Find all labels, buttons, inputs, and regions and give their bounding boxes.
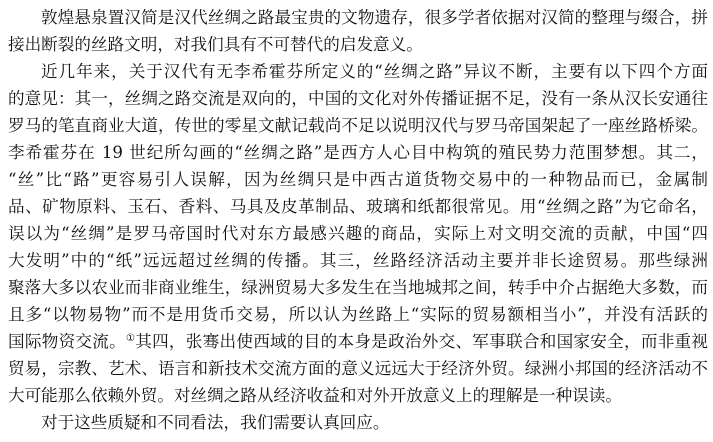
paragraph-line: 聚落大多以农业而非商业维生，绿洲贸易大多发生在当地城邦之间，转手中介占据绝大多数，而 <box>8 278 708 297</box>
paragraph-line: 且多“以物易物”而不是用货币交易，所以认为丝路上“实际的贸易额相当小”，并没有活跃的 <box>8 305 708 324</box>
paragraph-line: 近几年来，关于汉代有无李希霍芬所定义的“丝绸之路”异议不断，主要有以下四个方面 <box>41 62 708 81</box>
line-text-after-footnote: 其四，张骞出使西域的目的本身是政治外交、军事联合和国家安全，而非重视 <box>135 332 709 351</box>
footnote-marker[interactable]: ① <box>125 333 136 344</box>
paragraph-3 <box>8 409 708 436</box>
paragraph-line-with-footnote <box>8 328 708 355</box>
paragraph-1 <box>8 4 708 58</box>
paragraph-2 <box>8 58 708 409</box>
paragraph-line: 李希霍芬在 19 世纪所勾画的“丝绸之路”是西方人心目中构筑的殖民势力范围梦想。其二， <box>8 143 708 162</box>
paragraph-line: 的意见：其一，丝绸之路交流是双向的，中国的文化对外传播证据不足，没有一条从汉长安通往 <box>8 89 708 108</box>
paragraph-line: “丝”比“路”更容易引人误解，因为丝绸只是中西古道货物交易中的一种物品而已，金属制 <box>8 170 708 189</box>
paragraph-line: 品、矿物原料、玉石、香料、马具及皮革制品、玻璃和纸都很常见。用“丝绸之路”为它命名， <box>8 197 708 216</box>
line-text-before-footnote: 国际物资交流。 <box>8 332 126 351</box>
document-page <box>8 4 708 436</box>
paragraph-line: 接出断裂的丝路文明，对我们具有不可替代的启发意义。 <box>8 35 423 54</box>
paragraph-line: 罗马的笔直商业大道，传世的零星文献记载尚不足以说明汉代与罗马帝国架起了一座丝路桥梁。 <box>8 116 708 135</box>
paragraph-line: 大发明”中的“纸”远远超过丝绸的传播。其三，丝路经济活动主要并非长途贸易。那些绿洲 <box>8 251 708 270</box>
paragraph-line: 贸易，宗教、艺术、语言和新技术交流方面的意义远远大于经济外贸。绿洲小邦国的经济活动不 <box>8 359 708 378</box>
paragraph-line: 误以为“丝绸”是罗马帝国时代对东方最感兴趣的商品，实际上对文明交流的贡献，中国“四 <box>8 224 708 243</box>
paragraph-line: 大可能那么依赖外贸。对丝绸之路从经济收益和对外开放意义上的理解是一种误读。 <box>8 386 622 405</box>
paragraph-line: 对于这些质疑和不同看法，我们需要认真回应。 <box>41 413 390 432</box>
paragraph-line: 敦煌悬泉置汉简是汉代丝绸之路最宝贵的文物遗存，很多学者依据对汉简的整理与缀合，拼 <box>41 8 708 27</box>
